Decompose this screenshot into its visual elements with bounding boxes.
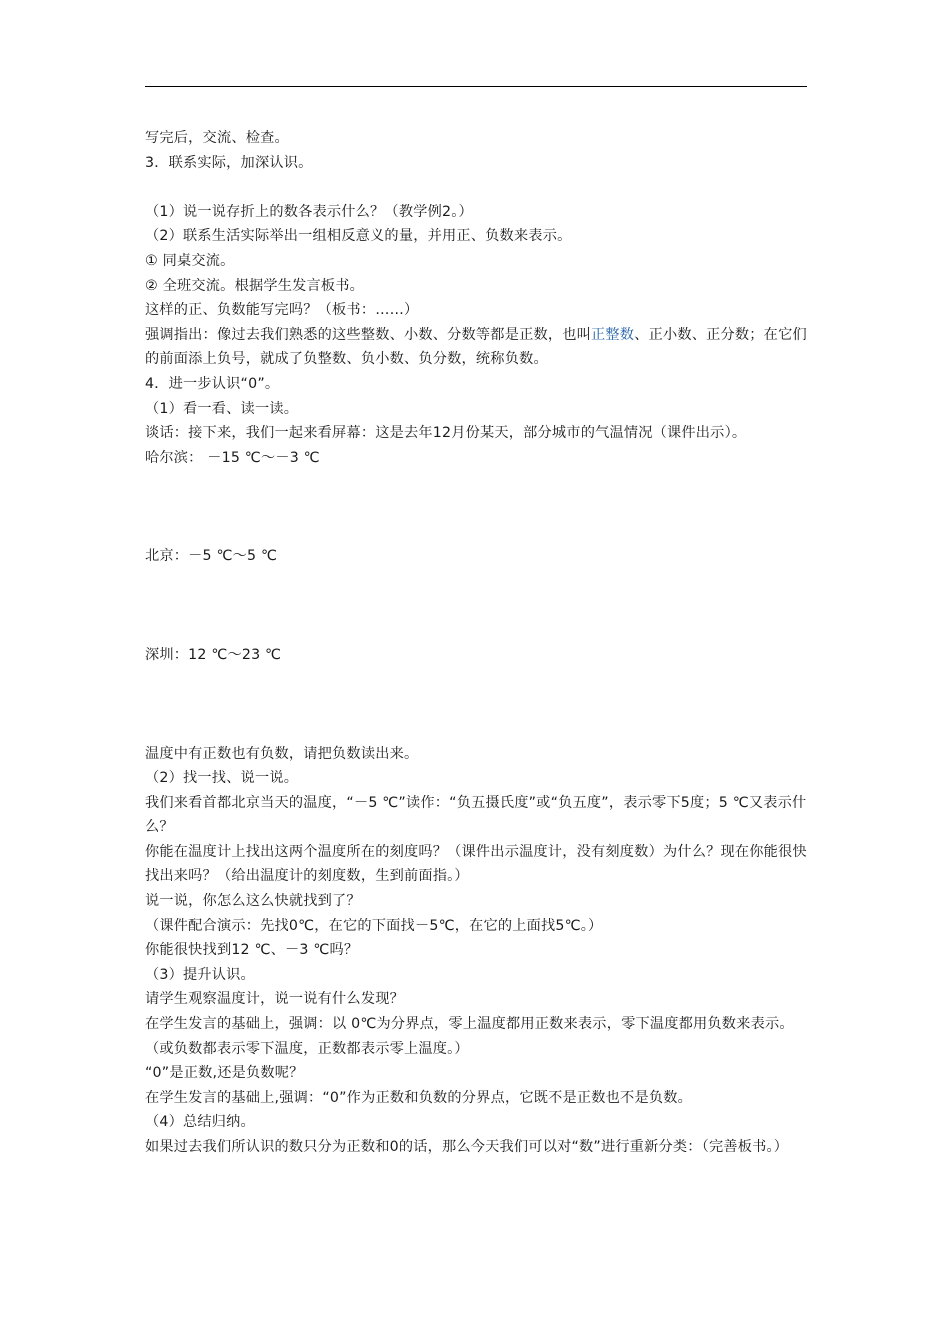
paragraph: 说一说，你怎么这么快就找到了？ [145,893,361,910]
paragraph-text: 强调指出：像过去我们熟悉的这些整数、小数、分数等都是正数，也叫 [145,326,592,343]
paragraph: 如果过去我们所认识的数只分为正数和0的话，那么今天我们可以对“数”进行重新分类：（完善板书。） [145,1139,789,1155]
paragraph: 温度中有正数也有负数，请把负数读出来。 [145,745,419,762]
paragraph: 你能很快找到12 ℃、－3 ℃吗？ [145,942,359,959]
blank-space [145,470,809,544]
header-rule [145,86,807,87]
paragraph: 在学生发言的基础上,强调：“0”作为正数和负数的分界点，它既不是正数也不是负数。 [145,1089,692,1106]
paragraph: 请学生观察温度计，说一说有什么发现？ [145,991,404,1008]
section-heading: 4．进一步认识“0”。 [145,375,280,392]
paragraph: （1）说一说存折上的数各表示什么？（教学例2。） [145,203,473,220]
paragraph: ② 全班交流。根据学生发言板书。 [145,277,365,294]
temperature-beijing: 北京：－5 ℃～5 ℃ [145,548,278,565]
blank-line [145,175,809,200]
temperature-shenzhen: 深圳：12 ℃～23 ℃ [145,646,282,663]
document-body [145,126,809,1160]
positive-integer-link[interactable]: 正整数 [591,326,635,343]
paragraph: 在学生发言的基础上，强调：以 0℃为分界点，零上温度都用正数来表示，零下温度都用负数来表示。（或负数都表示零下温度，正数都表示零上温度。） [145,1016,794,1057]
paragraph: “0”是正数,还是负数呢？ [145,1065,304,1082]
paragraph: （3）提升认识。 [145,966,255,983]
paragraph: 你能在温度计上找出这两个温度所在的刻度吗？（课件出示温度计，没有刻度数）为什么？现在你能很快找出来吗？（给出温度计的刻度数，生到前面指。） [145,843,807,885]
section-heading: 3．联系实际，加深认识。 [145,154,313,171]
paragraph: 这样的正、负数能写完吗？（板书：……） [145,302,419,319]
paragraph: 谈话：接下来，我们一起来看屏幕：这是去年12月份某天，部分城市的气温情况（课件出示）。 [145,425,747,442]
temperature-harbin: 哈尔滨： －15 ℃～－3 ℃ [145,449,320,466]
blank-space [145,569,809,643]
paragraph: 我们来看首都北京当天的温度，“－5 ℃”读作：“负五摄氏度”或“负五度”，表示零下5度；5 ℃又表示什么？ [145,794,807,836]
paragraph: （课件配合演示：先找0℃，在它的下面找－5℃，在它的上面找5℃。） [145,917,603,934]
paragraph: （2）联系生活实际举出一组相反意义的量，并用正、负数来表示。 [145,228,572,245]
paragraph-emphasis [145,323,809,372]
blank-space [145,668,809,742]
paragraph: （1）看一看、读一读。 [145,400,299,417]
paragraph: ① 同桌交流。 [145,252,235,269]
paragraph: 写完后，交流、检查。 [145,130,289,146]
paragraph: （2）找一找、说一说。 [145,770,299,787]
paragraph-text: 、正小数、正分数；在它们的前面添上负号，就成了负整数、负小数、负分数，统称负数。 [145,326,807,368]
paragraph: （4）总结归纳。 [145,1114,255,1131]
